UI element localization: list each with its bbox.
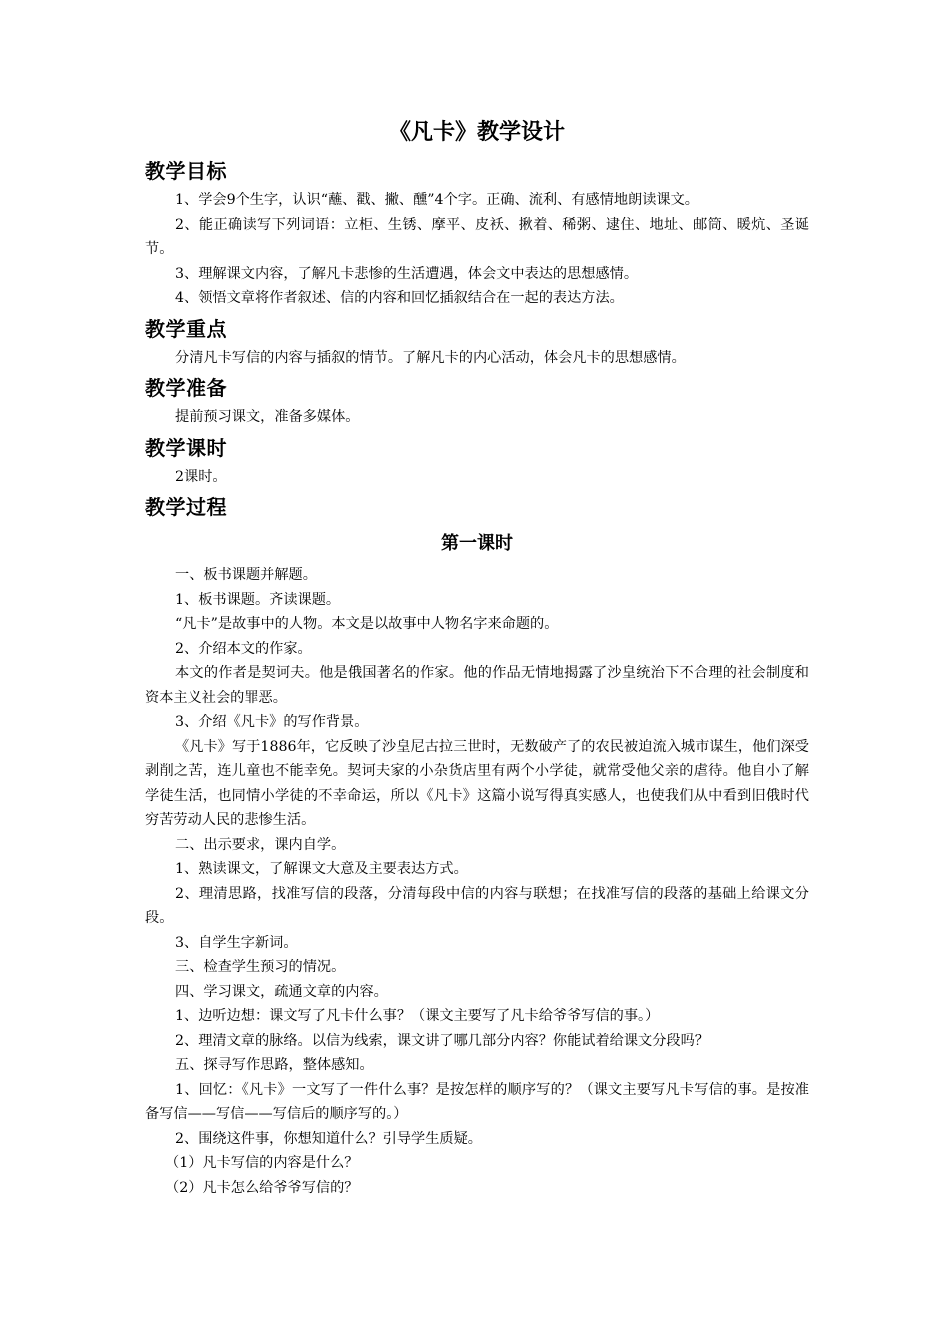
section-heading: 教学重点: [145, 316, 227, 341]
paragraph: 一、板书课题并解题。: [175, 567, 317, 583]
paragraph: 四、学习课文，疏通文章的内容。: [175, 983, 388, 1000]
sub-question: （2）凡卡怎么给爷爷写信的？: [165, 1179, 359, 1196]
paragraph: 分清凡卡写信的内容与插叙的情节。了解凡卡的内心活动，体会凡卡的思想感情。: [175, 349, 686, 366]
document-title: 《凡卡》教学设计: [388, 120, 565, 145]
document-page: [145, 118, 809, 1200]
lesson-heading: 第一课时: [441, 533, 513, 554]
paragraph: 1、学会9个生字，认识“蘸、戳、撇、醺”4个字。正确、流利、有感情地朗读课文。: [175, 192, 699, 208]
section-heading: 教学课时: [145, 435, 227, 460]
paragraph: 2、理清思路，找准写信的段落，分清每段中信的内容与联想；在找准写信的段落的基础上给课文分段。: [145, 885, 809, 926]
paragraph: 2、理清文章的脉络。以信为线索，课文讲了哪几部分内容？你能试着给课文分段吗？: [175, 1032, 709, 1049]
paragraph: 2课时。: [175, 468, 227, 485]
paragraph: “凡卡”是故事中的人物。本文是以故事中人物名字来命题的。: [175, 616, 559, 632]
paragraph: 三、检查学生预习的情况。: [175, 959, 346, 975]
section-key-points: [145, 315, 809, 371]
section-process: [145, 493, 809, 1200]
paragraph: 1、板书课题。齐读课题。: [175, 591, 341, 608]
paragraph: 1、边听边想：课文写了凡卡什么事？（课文主要写了凡卡给爷爷写信的事。）: [175, 1008, 660, 1024]
paragraph: 1、回忆：《凡卡》一文写了一件什么事？是按怎样的顺序写的？（课文主要写凡卡写信的事。是按准备写信——写信——写信后的顺序写的。）: [145, 1081, 809, 1122]
paragraph: 3、自学生字新词。: [175, 934, 298, 951]
paragraph: 《凡卡》写于1886年，它反映了沙皇尼古拉三世时，无数破产了的农民被迫流入城市谋生，他们深受剥削之苦，连儿童也不能幸免。契诃夫家的小杂货店里有两个小学徒，就常受他父亲的虐待。他自小了解学徒生活，也同情小学徒的不幸命运，所以《凡卡》这篇小说写得真实感人，也使我们从中看到旧俄时代穷苦劳动人民的悲惨生活。: [145, 738, 809, 828]
paragraph: 提前预习课文，准备多媒体。: [175, 409, 360, 425]
section-objectives: [145, 157, 809, 311]
section-heading: 教学准备: [145, 376, 227, 400]
paragraph: 1、熟读课文，了解课文大意及主要表达方式。: [175, 861, 468, 877]
paragraph: 二、出示要求，课内自学。: [175, 836, 346, 853]
paragraph: 4、领悟文章将作者叙述、信的内容和回忆插叙结合在一起的表达方法。: [175, 290, 624, 306]
paragraph: 3、介绍《凡卡》的写作背景。: [175, 714, 369, 730]
paragraph: 2、围绕这件事，你想知道什么？引导学生质疑。: [175, 1130, 482, 1147]
section-heading: 教学目标: [145, 159, 227, 183]
section-heading: 教学过程: [145, 495, 227, 519]
section-periods: [145, 434, 809, 490]
paragraph: 3、理解课文内容，了解凡卡悲惨的生活遭遇，体会文中表达的思想感情。: [175, 265, 639, 282]
sub-question: （1）凡卡写信的内容是什么？: [165, 1155, 359, 1171]
section-preparation: [145, 374, 809, 430]
paragraph: 本文的作者是契诃夫。他是俄国著名的作家。他的作品无情地揭露了沙皇统治下不合理的社会制度和资本主义社会的罪恶。: [145, 665, 809, 706]
paragraph: 五、探寻写作思路，整体感知。: [175, 1057, 374, 1073]
paragraph: 2、介绍本文的作家。: [175, 640, 312, 657]
paragraph: 2、能正确读写下列词语：立柜、生锈、摩平、皮袄、揪着、稀粥、逮住、地址、邮筒、暖炕、圣诞节。: [145, 216, 809, 257]
